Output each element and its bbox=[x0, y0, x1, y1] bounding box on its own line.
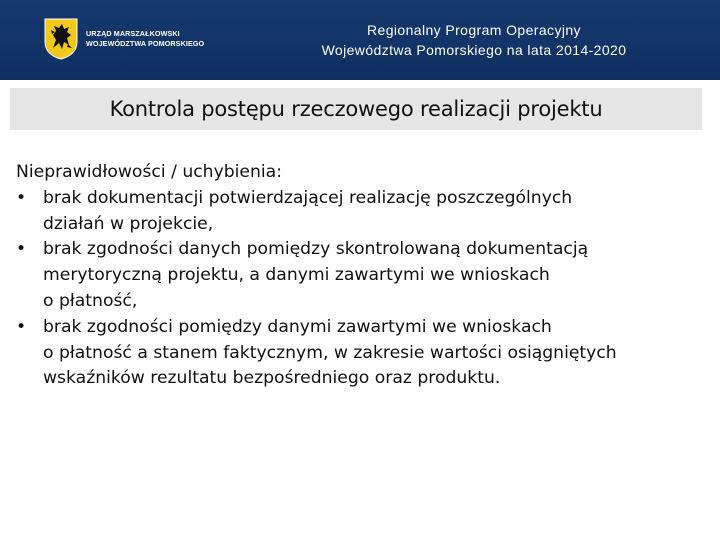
program-line1: Regionalny Program Operacyjny bbox=[367, 22, 581, 38]
logo-text-line2: WOJEWÓDZTWA POMORSKIEGO bbox=[86, 39, 205, 48]
bullet-text-line: wskaźników rezultatu bezpośredniego oraz produktu. bbox=[43, 368, 501, 389]
bullet-text-line: o płatność a stanem faktycznym, w zakresie wartości osiągniętych bbox=[43, 342, 617, 363]
bullet-text-line: brak zgodności danych pomiędzy skontrolowaną dokumentacją bbox=[43, 239, 589, 260]
bullet-text-line: merytoryczną projektu, a danymi zawartymi we wnioskach bbox=[43, 265, 550, 286]
section-heading: Nieprawidłowości / uchybienia: bbox=[16, 162, 282, 182]
list-item bbox=[16, 186, 706, 238]
logo-text-line1: URZĄD MARSZAŁKOWSKI bbox=[86, 29, 180, 38]
bullet-icon: • bbox=[16, 187, 27, 208]
slide-title: Kontrola postępu rzeczowego realizacji projektu bbox=[109, 97, 603, 121]
list-item bbox=[16, 237, 706, 314]
bullet-icon: • bbox=[16, 316, 27, 337]
program-line2: Województwa Pomorskiego na lata 2014-2020 bbox=[321, 42, 627, 58]
bullet-text-line: brak zgodności pomiędzy danymi zawartymi we wnioskach bbox=[43, 316, 552, 337]
bullet-list bbox=[16, 186, 706, 392]
bullet-text-line: o płatność, bbox=[43, 290, 138, 311]
bullet-icon: • bbox=[16, 239, 27, 260]
bullet-text-line: brak dokumentacji potwierdzającej realizację poszczególnych bbox=[43, 187, 573, 208]
slide-body bbox=[16, 160, 706, 392]
bullet-text-line: działań w projekcie, bbox=[43, 213, 214, 234]
institution-logo bbox=[44, 16, 204, 62]
slide-title-bar bbox=[10, 88, 702, 130]
header-banner bbox=[0, 0, 720, 80]
griffin-crest-icon bbox=[44, 18, 78, 60]
list-item bbox=[16, 315, 706, 392]
program-name bbox=[264, 20, 684, 60]
